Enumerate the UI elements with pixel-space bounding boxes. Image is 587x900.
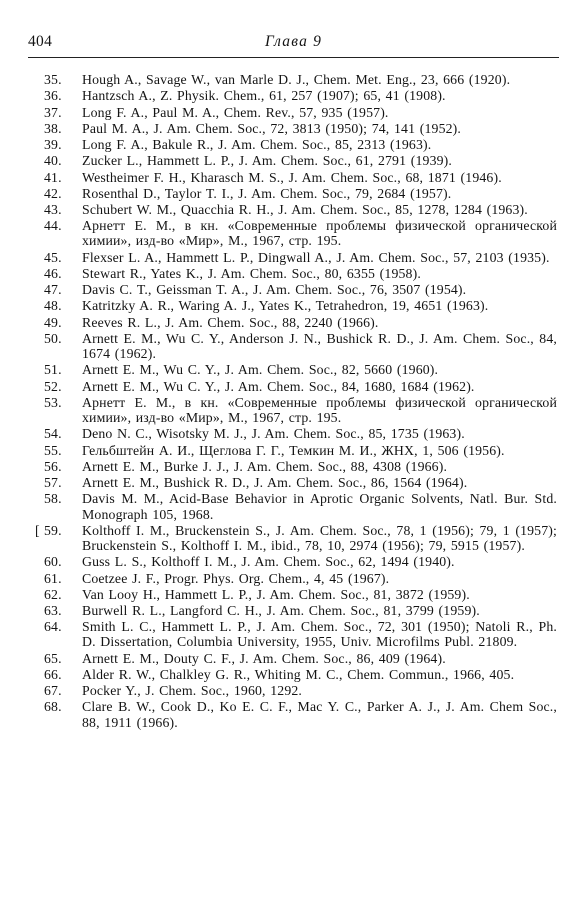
reference-entry: [44, 379, 557, 394]
reference-number: 40.: [44, 153, 62, 169]
reference-entry: [44, 186, 557, 201]
reference-number: 55.: [44, 442, 62, 458]
reference-number: 59.: [44, 522, 62, 538]
reference-number: 48.: [44, 298, 62, 314]
reference-text: Schubert W. M., Quacchia R. H., J. Am. Chem. Soc., 85, 1278, 1284 (1963).: [82, 202, 528, 217]
reference-text: Alder R. W., Chalkley G. R., Whiting M. C., Chem. Commun., 1966, 405.: [82, 666, 515, 682]
reference-entry: [44, 218, 557, 248]
reference-text: Long F. A., Bakule R., J. Am. Chem. Soc., 85, 2313 (1963).: [82, 137, 432, 152]
reference-number: 58.: [44, 491, 62, 507]
reference-text: Zucker L., Hammett L. P., J. Am. Chem. Soc., 61, 2791 (1939).: [82, 153, 453, 169]
reference-entry: [44, 121, 557, 136]
reference-number: 43.: [44, 202, 62, 217]
reference-text: Arnett E. M., Bushick R. D., J. Am. Chem. Soc., 86, 1564 (1964).: [82, 475, 468, 491]
reference-number: 57.: [44, 475, 62, 491]
reference-text: Stewart R., Yates K., J. Am. Chem. Soc., 80, 6355 (1958).: [82, 265, 421, 281]
reference-entry: [44, 170, 557, 185]
reference-number: 53.: [44, 394, 62, 410]
reference-entry: [44, 603, 557, 618]
reference-text: Coetzee J. F., Progr. Phys. Org. Chem., 4, 45 (1967).: [82, 570, 390, 586]
reference-text: Hantzsch A., Z. Physik. Chem., 61, 257 (1907); 65, 41 (1908).: [82, 88, 446, 104]
reference-text: Hough A., Savage W., van Marle D. J., Chem. Met. Eng., 23, 666 (1920).: [82, 72, 511, 87]
reference-entry: [44, 459, 557, 474]
reference-entry: [44, 667, 557, 682]
reference-text: Reeves R. L., J. Am. Chem. Soc., 88, 2240 (1966).: [82, 314, 379, 330]
reference-entry: [44, 72, 557, 87]
chapter-running-title: Глава 9: [264, 33, 323, 50]
page-header: [28, 33, 559, 57]
reference-entry: [44, 683, 557, 698]
reference-entry: [44, 362, 557, 377]
reference-number: 54.: [44, 426, 62, 442]
reference-text: Pocker Y., J. Chem. Soc., 1960, 1292.: [82, 683, 303, 699]
reference-entry: [44, 554, 557, 569]
reference-entry: [44, 475, 557, 490]
reference-text: Long F. A., Paul M. A., Chem. Rev., 57, 935 (1957).: [82, 104, 389, 120]
reference-entry: [44, 88, 557, 103]
reference-number: 38.: [44, 120, 62, 136]
reference-text: Flexser L. A., Hammett L. P., Dingwall A., J. Am. Chem. Soc., 57, 2103 (1935).: [82, 249, 550, 265]
reference-number: 39.: [44, 137, 62, 152]
reference-entry: [44, 426, 557, 441]
reference-number: 64.: [44, 619, 62, 635]
reference-entry: [44, 331, 557, 361]
reference-entry: [44, 266, 557, 281]
reference-number: 63.: [44, 603, 62, 619]
reference-entry: [44, 298, 557, 313]
reference-number: 42.: [44, 185, 62, 201]
reference-entry: [44, 699, 557, 729]
reference-text: Burwell R. L., Langford C. H., J. Am. Chem. Soc., 81, 3799 (1959).: [82, 603, 480, 619]
reference-number: 56.: [44, 458, 62, 474]
reference-number: 49.: [44, 314, 62, 330]
reference-text: Arnett E. M., Wu C. Y., J. Am. Chem. Soc., 82, 5660 (1960).: [82, 362, 439, 378]
reference-entry: [44, 282, 557, 297]
reference-entry: [44, 571, 557, 586]
reference-number: 36.: [44, 88, 62, 104]
reference-text: Arnett E. M., Wu C. Y., J. Am. Chem. Soc., 84, 1680, 1684 (1962).: [82, 378, 475, 394]
reference-number: 62.: [44, 586, 62, 602]
reference-number: 44.: [44, 218, 62, 234]
reference-text: Davis C. T., Geissman T. A., J. Am. Chem. Soc., 76, 3507 (1954).: [82, 282, 467, 298]
reference-text: Arnett E. M., Burke J. J., J. Am. Chem. Soc., 88, 4308 (1966).: [82, 458, 448, 474]
reference-number: 35.: [44, 72, 62, 87]
reference-text: Davis M. M., Acid-Base Behavior in Aprotic Organic Solvents, Natl. Bur. Std. Monograph 105, 1968.: [82, 491, 557, 522]
reference-entry: [44, 315, 557, 330]
reference-number: 60.: [44, 554, 62, 570]
reference-entry: [44, 443, 557, 458]
reference-text: Paul M. A., J. Am. Chem. Soc., 72, 3813 (1950); 74, 141 (1952).: [82, 120, 462, 136]
reference-entry: [44, 395, 557, 425]
reference-text: Kolthoff I. M., Bruckenstein S., J. Am. Chem. Soc., 78, 1 (1956); 79, 1 (1957); Bruckenstein S., Kolthoff I. M., ibid., 78, 10, 2974 (1956); 79, 5915 (1957).: [82, 522, 557, 554]
reference-text: Rosenthal D., Taylor T. I., J. Am. Chem. Soc., 79, 2684 (1957).: [82, 185, 452, 201]
reference-entry: [44, 202, 557, 217]
reference-list: [35, 72, 557, 731]
reference-number: 46.: [44, 265, 62, 281]
reference-number: 41.: [44, 169, 62, 185]
reference-number: 52.: [44, 378, 62, 394]
reference-text: Westheimer F. H., Kharasch M. S., J. Am. Chem. Soc., 68, 1871 (1946).: [82, 169, 502, 185]
reference-number: 37.: [44, 104, 62, 120]
reference-text: Van Looy H., Hammett L. P., J. Am. Chem. Soc., 81, 3872 (1959).: [82, 586, 470, 602]
reference-bracket-mark: [: [35, 522, 40, 538]
reference-entry: [44, 153, 557, 168]
reference-entry: [44, 651, 557, 666]
reference-text: Clare B. W., Cook D., Ko E. C. F., Mac Y. C., Parker A. J., J. Am. Chem Soc., 88, 1911 (1966).: [82, 699, 557, 730]
reference-text: Арнетт Е. М., в кн. «Современные проблемы физической органической химии», изд-во «Мир», М., 1967, стр. 195.: [82, 394, 557, 426]
reference-number: 66.: [44, 666, 62, 682]
reference-entry: [44, 491, 557, 521]
reference-text: Deno N. C., Wisotsky M. J., J. Am. Chem. Soc., 85, 1735 (1963).: [82, 426, 465, 442]
reference-text: Katritzky A. R., Waring A. J., Yates K., Tetrahedron, 19, 4651 (1963).: [82, 298, 489, 314]
reference-number: 61.: [44, 570, 62, 586]
reference-text: Арнетт Е. М., в кн. «Современные проблемы физической органической химии», изд-во «Мир», М., 1967, стр. 195.: [82, 218, 557, 249]
page-number: 404: [28, 33, 53, 50]
reference-text: Smith L. C., Hammett L. P., J. Am. Chem. Soc., 72, 301 (1950); Natoli R., Ph. D. Dissertation, Columbia University, 1955, Univ. Microfilms Publ. 21809.: [82, 619, 557, 650]
reference-entry: [44, 587, 557, 602]
reference-text: Arnett E. M., Wu C. Y., Anderson J. N., Bushick R. D., J. Am. Chem. Soc., 84, 1674 (1962).: [82, 330, 557, 362]
reference-entry: [44, 137, 557, 152]
reference-text: Arnett E. M., Douty C. F., J. Am. Chem. Soc., 86, 409 (1964).: [82, 650, 446, 666]
reference-number: 50.: [44, 330, 62, 346]
reference-number: 68.: [44, 699, 62, 715]
reference-entry: [44, 250, 557, 265]
reference-entry: [44, 619, 557, 649]
header-rule: [28, 57, 559, 58]
reference-number: 51.: [44, 362, 62, 378]
reference-number: 45.: [44, 249, 62, 265]
reference-entry: [44, 105, 557, 120]
reference-number: 67.: [44, 683, 62, 699]
reference-entry: [35, 522, 557, 554]
reference-number: 47.: [44, 282, 62, 298]
reference-text: Guss L. S., Kolthoff I. M., J. Am. Chem. Soc., 62, 1494 (1940).: [82, 554, 455, 570]
reference-text: Гельбштейн А. И., Щеглова Г. Г., Темкин М. И., ЖНХ, 1, 506 (1956).: [82, 442, 505, 458]
reference-number: 65.: [44, 650, 62, 666]
